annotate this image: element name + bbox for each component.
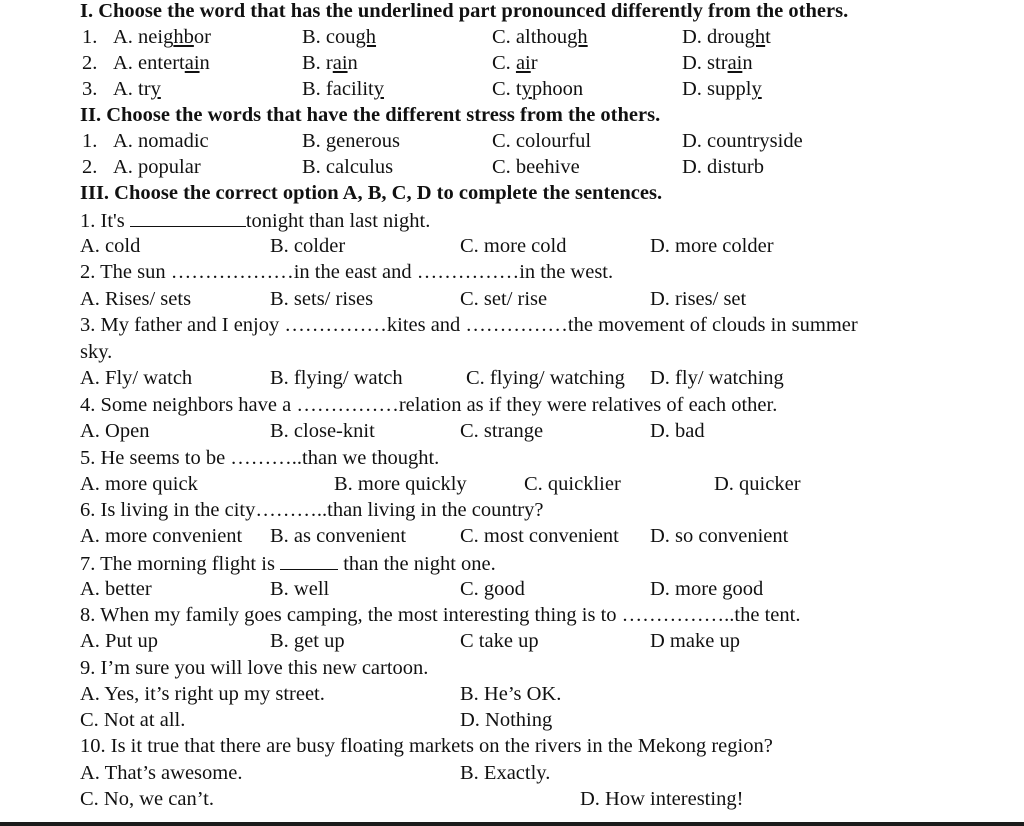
option-c: C. quicklier — [524, 473, 621, 495]
option-b: B. get up — [270, 630, 345, 652]
question-number: 1. — [82, 130, 98, 152]
answer-blank — [130, 207, 246, 227]
option-b: B. colder — [270, 235, 346, 257]
option-b: B. facility — [302, 78, 384, 100]
option-c: C. typhoon — [492, 78, 584, 100]
option-a: A. Open — [80, 420, 150, 442]
option-a: A. popular — [113, 156, 201, 178]
option-d: D make up — [650, 630, 740, 652]
option-c: C. colourful — [492, 130, 592, 152]
option-a: A. entertain — [113, 52, 210, 74]
option-b: B. as convenient — [270, 525, 407, 547]
option-c: C. flying/ watching — [466, 367, 625, 389]
option-c: C. more cold — [460, 235, 567, 257]
answer-blank — [280, 550, 338, 570]
option-a: A. Yes, it’s right up my street. — [80, 683, 325, 705]
option-d: D. fly/ watching — [650, 367, 784, 389]
question-text: 2. The sun ………………in the east and ……………in the west. — [80, 261, 614, 283]
option-a: A. neighbor — [113, 26, 211, 48]
option-d: D. drought — [682, 26, 771, 48]
option-d: D. strain — [682, 52, 753, 74]
question-text: 6. Is living in the city………..than living in the country? — [80, 499, 544, 521]
option-c: C. although — [492, 26, 588, 48]
question-number: 1. — [82, 26, 98, 48]
question-text: 4. Some neighbors have a ……………relation as if they were relatives of each other. — [80, 394, 778, 416]
option-d: D. countryside — [682, 130, 803, 152]
option-a: A. better — [80, 578, 152, 600]
option-a: A. Fly/ watch — [80, 367, 193, 389]
option-b: B. rain — [302, 52, 358, 74]
bottom-edge — [0, 822, 1024, 826]
option-a: A. cold — [80, 235, 141, 257]
option-c: C. Not at all. — [80, 709, 186, 731]
question-number: 2. — [82, 52, 98, 74]
option-a: A. Rises/ sets — [80, 288, 192, 310]
option-b: B. flying/ watch — [270, 367, 403, 389]
section-2-title: II. Choose the words that have the different stress from the others. — [80, 104, 661, 126]
section-3-title: III. Choose the correct option A, B, C, D to complete the sentences. — [80, 182, 663, 204]
question-text: 5. He seems to be ………..than we thought. — [80, 447, 440, 469]
option-d: D. rises/ set — [650, 288, 747, 310]
option-c: C. set/ rise — [460, 288, 548, 310]
question-text: 1. It's tonight than last night. — [80, 207, 430, 234]
option-b: B. well — [270, 578, 330, 600]
option-b: B. calculus — [302, 156, 394, 178]
option-d: D. disturb — [682, 156, 764, 178]
option-d: D. How interesting! — [580, 788, 744, 810]
question-text: 3. My father and I enjoy ……………kites and ……………the movement of clouds in summer — [80, 314, 858, 336]
option-a: A. more quick — [80, 473, 198, 495]
option-c: C. most convenient — [460, 525, 619, 547]
option-d: D. supply — [682, 78, 762, 100]
question-text-continued: sky. — [80, 341, 113, 363]
option-b: B. Exactly. — [460, 762, 551, 784]
question-text: 9. I’m sure you will love this new cartoon. — [80, 657, 429, 679]
option-c: C. beehive — [492, 156, 580, 178]
option-d: D. so convenient — [650, 525, 789, 547]
option-d: D. quicker — [714, 473, 801, 495]
option-b: B. cough — [302, 26, 377, 48]
option-d: D. bad — [650, 420, 705, 442]
question-text: 8. When my family goes camping, the most interesting thing is to ……………..the tent. — [80, 604, 801, 626]
option-c: C. No, we can’t. — [80, 788, 214, 810]
option-d: D. Nothing — [460, 709, 553, 731]
option-c: C. good — [460, 578, 525, 600]
section-1-title: I. Choose the word that has the underlined part pronounced differently from the others. — [80, 0, 849, 22]
question-text: 10. Is it true that there are busy floating markets on the rivers in the Mekong region? — [80, 735, 773, 757]
question-text: 7. The morning flight is than the night one. — [80, 550, 496, 577]
option-b: B. close-knit — [270, 420, 375, 442]
option-a: A. more convenient — [80, 525, 243, 547]
option-a: A. nomadic — [113, 130, 209, 152]
option-c: C take up — [460, 630, 539, 652]
question-number: 3. — [82, 78, 98, 100]
option-b: B. He’s OK. — [460, 683, 562, 705]
option-a: A. Put up — [80, 630, 159, 652]
option-d: D. more good — [650, 578, 764, 600]
option-d: D. more colder — [650, 235, 774, 257]
option-b: B. more quickly — [334, 473, 467, 495]
question-number: 2. — [82, 156, 98, 178]
option-b: B. sets/ rises — [270, 288, 374, 310]
option-c: C. air — [492, 52, 538, 74]
option-a: A. try — [113, 78, 161, 100]
option-c: C. strange — [460, 420, 544, 442]
option-b: B. generous — [302, 130, 400, 152]
option-a: A. That’s awesome. — [80, 762, 243, 784]
